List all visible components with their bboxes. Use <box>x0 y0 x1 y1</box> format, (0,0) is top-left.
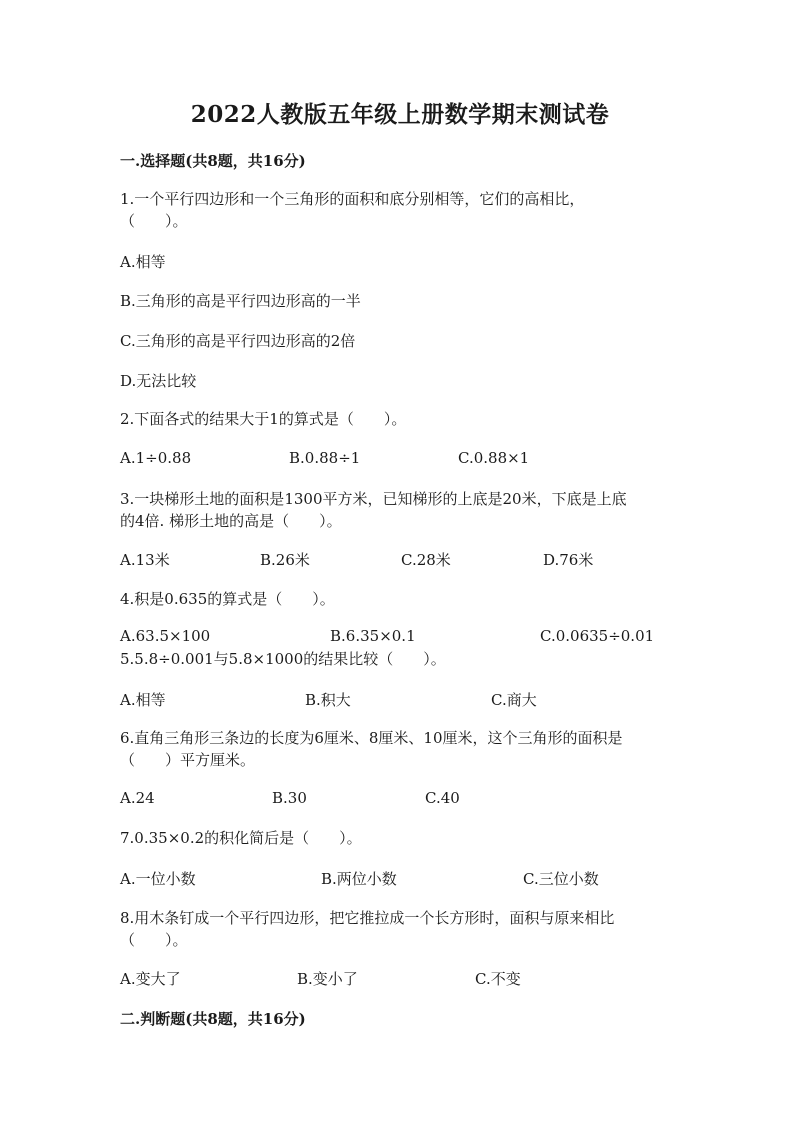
question-1-option-d: D.无法比较 <box>120 372 197 390</box>
question-3-option-a: A.13米 <box>120 551 170 569</box>
question-5-option-c: C.商大 <box>491 691 537 709</box>
question-7-option-c: C.三位小数 <box>523 870 599 888</box>
question-4-option-a: A.63.5×100 <box>120 627 211 645</box>
question-5-option-b: B.积大 <box>305 691 351 709</box>
question-8-line-2: （ ）。 <box>120 931 188 949</box>
question-3-line-1: 3.一块梯形土地的面积是1300平方米，已知梯形的上底是20米，下底是上底 <box>120 490 627 508</box>
question-5-option-a: A.相等 <box>120 691 166 709</box>
question-5-line-1: 5.5.8÷0.001与5.8×1000的结果比较（ ）。 <box>120 650 446 668</box>
question-6-option-c: C.40 <box>425 789 460 807</box>
question-4-option-b: B.6.35×0.1 <box>330 627 416 645</box>
question-4-line-1: 4.积是0.635的算式是（ ）。 <box>120 590 335 608</box>
question-2-option-a: A.1÷0.88 <box>120 449 192 467</box>
question-3-option-d: D.76米 <box>543 551 594 569</box>
page-title: 2022人教版五年级上册数学期末测试卷 <box>190 101 610 128</box>
question-3-option-c: C.28米 <box>401 551 451 569</box>
question-2-option-c: C.0.88×1 <box>458 449 530 467</box>
question-3-line-2: 的4倍. 梯形土地的高是（ ）。 <box>120 512 342 530</box>
question-7-option-a: A.一位小数 <box>120 870 196 888</box>
question-4-option-c: C.0.0635÷0.01 <box>540 627 655 645</box>
question-6-option-b: B.30 <box>272 789 307 807</box>
question-6-option-a: A.24 <box>120 789 155 807</box>
question-1-option-c: C.三角形的高是平行四边形高的2倍 <box>120 332 356 350</box>
question-7-line-1: 7.0.35×0.2的积化简后是（ ）。 <box>120 829 362 847</box>
question-1-option-b: B.三角形的高是平行四边形高的一半 <box>120 292 361 310</box>
question-8-option-a: A.变大了 <box>120 970 181 988</box>
question-1-line-1: 1.一个平行四边形和一个三角形的面积和底分别相等，它们的高相比， <box>120 190 585 208</box>
question-2-option-b: B.0.88÷1 <box>289 449 361 467</box>
question-1-line-2: （ ）。 <box>120 212 188 230</box>
question-7-option-b: B.两位小数 <box>321 870 397 888</box>
section-heading-true-false: 二.判断题(共8题，共16分) <box>120 1010 306 1028</box>
question-6-line-2: （ ）平方厘米。 <box>120 751 256 769</box>
question-8-option-c: C.不变 <box>475 970 521 988</box>
question-8-line-1: 8.用木条钉成一个平行四边形，把它推拉成一个长方形时，面积与原来相比 <box>120 909 615 927</box>
question-6-line-1: 6.直角三角形三条边的长度为6厘米、8厘米、10厘米，这个三角形的面积是 <box>120 729 623 747</box>
question-8-option-b: B.变小了 <box>297 970 358 988</box>
question-3-option-b: B.26米 <box>260 551 310 569</box>
question-1-option-a: A.相等 <box>120 253 166 271</box>
section-heading-choice: 一.选择题(共8题，共16分) <box>120 152 306 170</box>
question-2-line-1: 2.下面各式的结果大于1的算式是（ ）。 <box>120 410 407 428</box>
